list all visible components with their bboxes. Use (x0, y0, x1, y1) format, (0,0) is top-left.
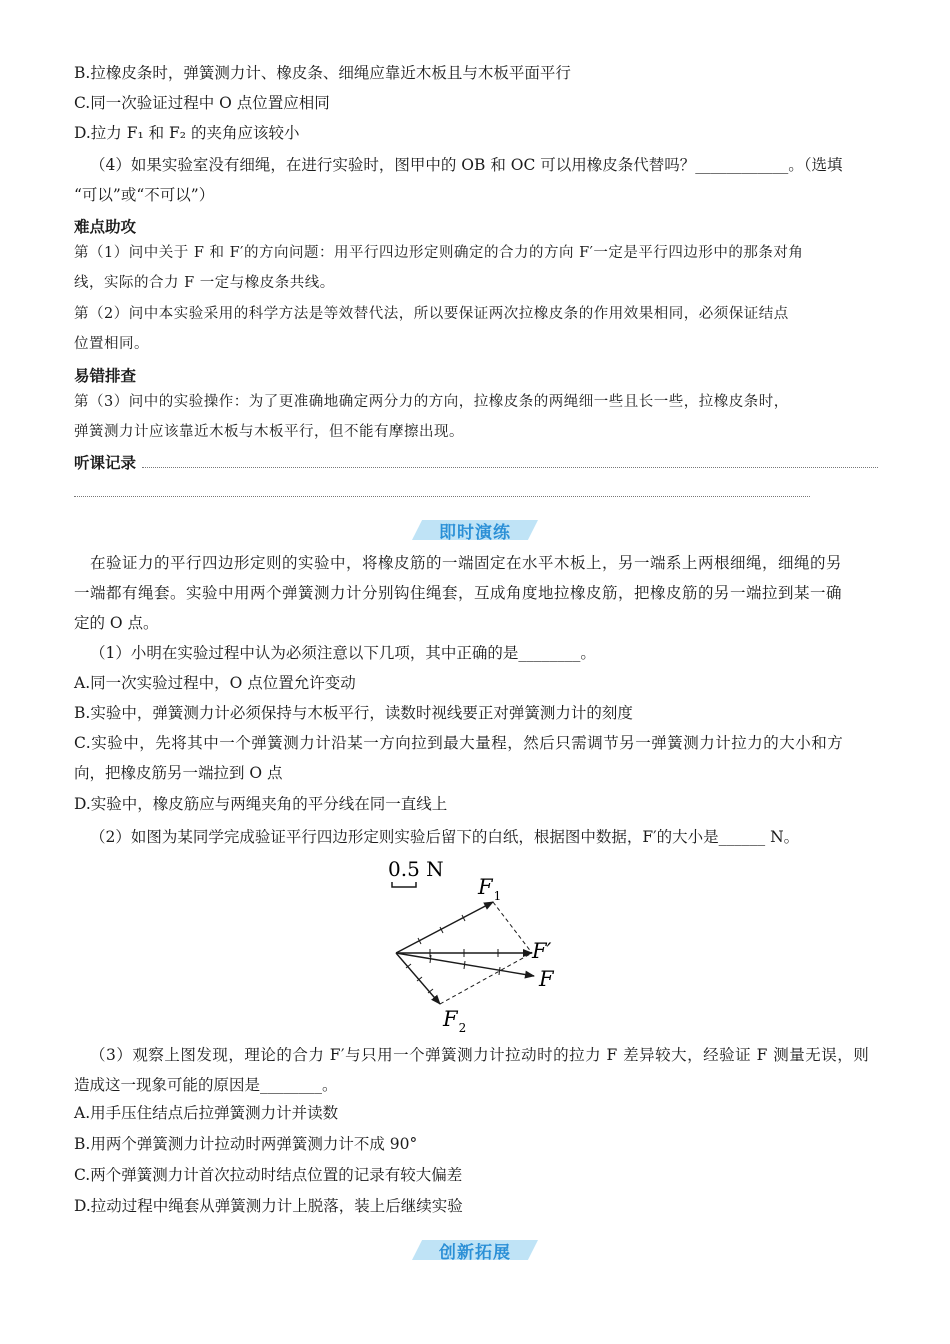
option-b: B.拉橡皮条时，弹簧测力计、橡皮条、细绳应靠近木板且与木板平面平行 (74, 64, 571, 82)
practice-banner-text: 即时演练 (439, 523, 511, 543)
scale-bar (392, 882, 416, 887)
notes-heading: 听课记录 (74, 454, 137, 472)
practice-q1-c-line2: 向，把橡皮筋另一端拉到 O 点 (74, 764, 283, 782)
innovation-banner (412, 1236, 538, 1266)
innovation-banner-text: 创新拓展 (439, 1243, 511, 1263)
label-f: F (539, 967, 554, 991)
practice-q1-c-line1: C.实验中，先将其中一个弹簧测力计沿某一方向拉到最大量程，然后只需调节另一弹簧测力计拉力的大小和方 (74, 734, 844, 752)
difficulty-p1-line1: 第（1）问中关于 F 和 F′的方向问题：用平行四边形定则确定的合力的方向 F′一定是平行四边形中的那条对角 (74, 245, 804, 261)
question-4-line1: （4）如果实验室没有细绳，在进行实验时，图甲中的 OB 和 OC 可以用橡皮条代替吗？____________。（选填 (90, 156, 843, 174)
label-f2-sub: 2 (458, 1021, 467, 1032)
practice-q1: （1）小明在实验过程中认为必须注意以下几项，其中正确的是________。 (90, 644, 596, 662)
option-c: C.同一次验证过程中 O 点位置应相同 (74, 94, 330, 112)
practice-q3-b: B.用两个弹簧测力计拉动时两弹簧测力计不成 90° (74, 1135, 418, 1153)
dashed-edge-f1 (493, 902, 532, 953)
label-f1-sub: 1 (493, 889, 502, 903)
vector-f1 (396, 902, 493, 953)
errors-p1-line1: 第（3）问中的实验操作：为了更准确地确定两分力的方向，拉橡皮条的两绳细一些且长一些，拉橡皮条时， (74, 394, 789, 410)
label-f1-main: F (478, 875, 493, 899)
difficulty-p2-line1: 第（2）问中本实验采用的科学方法是等效替代法，所以要保证两次拉橡皮条的作用效果相同，必须保证结点 (74, 306, 789, 322)
label-f2-main: F (443, 1007, 458, 1031)
label-fprime: F′ (532, 939, 552, 963)
errors-p1-line2: 弹簧测力计应该靠近木板与木板平行，但不能有摩擦出现。 (74, 424, 464, 440)
practice-intro-line3: 定的 O 点。 (74, 614, 159, 632)
practice-banner (412, 516, 538, 546)
practice-q1-a: A.同一次实验过程中，O 点位置允许变动 (74, 674, 356, 692)
difficulty-p1-line2: 线，实际的合力 F 一定与橡皮条共线。 (74, 275, 335, 291)
label-f2 (442, 1007, 466, 1032)
notes-line-1[interactable] (142, 467, 878, 468)
practice-q2: （2）如图为某同学完成验证平行四边形定则实验后留下的白纸，根据图中数据，F′的大小是______ N。 (90, 828, 800, 846)
practice-q1-b: B.实验中，弹簧测力计必须保持与木板平行，读数时视线要正对弹簧测力计的刻度 (74, 704, 633, 722)
scale-label: 0.5 N (388, 857, 444, 881)
label-f1 (477, 875, 501, 903)
errors-heading: 易错排查 (74, 367, 137, 385)
question-4-line2: “可以”或“不可以”） (74, 186, 215, 204)
force-diagram (370, 852, 590, 1032)
option-d: D.拉力 F₁ 和 F₂ 的夹角应该较小 (74, 124, 300, 142)
practice-q1-d: D.实验中，橡皮筋应与两绳夹角的平分线在同一直线上 (74, 795, 448, 813)
difficulty-heading: 难点助攻 (74, 218, 137, 236)
practice-intro-line1: 在验证力的平行四边形定则的实验中，将橡皮筋的一端固定在水平木板上，另一端系上两根细绳，细绳的另 (90, 554, 843, 572)
practice-q3-line1: （3）观察上图发现，理论的合力 F′与只用一个弹簧测力计拉动时的拉力 F 差异较大，经验证 F 测量无误，则 (90, 1046, 870, 1064)
practice-q3-d: D.拉动过程中绳套从弹簧测力计上脱落，装上后继续实验 (74, 1197, 463, 1215)
dashed-edge-f2 (440, 953, 532, 1004)
practice-q3-a: A.用手压住结点后拉弹簧测力计并读数 (74, 1104, 339, 1122)
difficulty-p2-line2: 位置相同。 (74, 336, 149, 352)
practice-q3-line2: 造成这一现象可能的原因是________。 (74, 1076, 338, 1094)
practice-q3-c: C.两个弹簧测力计首次拉动时结点位置的记录有较大偏差 (74, 1166, 463, 1184)
practice-intro-line2: 一端都有绳套。实验中用两个弹簧测力计分别钩住绳套，互成角度地拉橡皮筋，把橡皮筋的另一端拉到某一确 (74, 584, 843, 602)
notes-line-2[interactable] (74, 496, 810, 497)
vector-f2 (396, 953, 440, 1004)
